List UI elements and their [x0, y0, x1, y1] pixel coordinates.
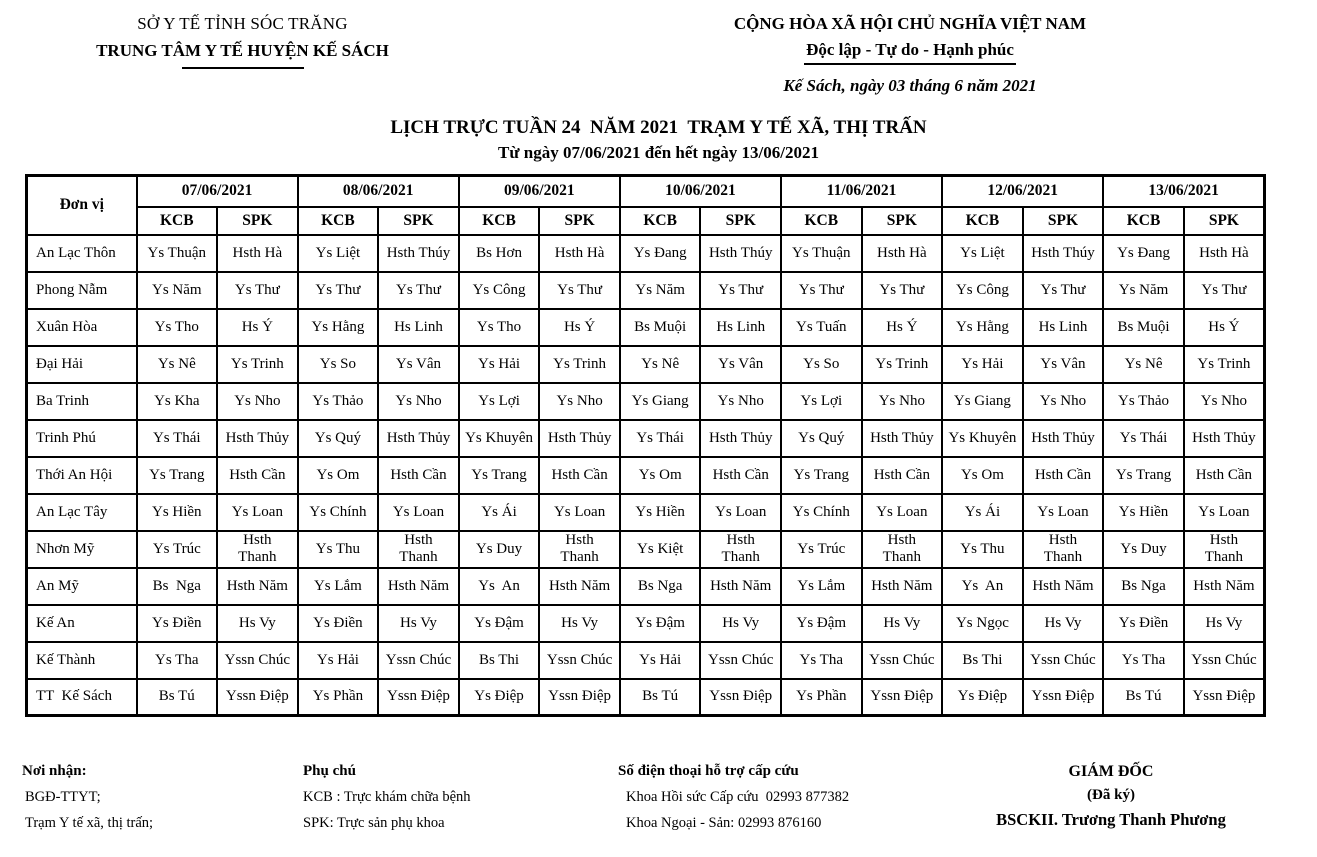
duty-cell: Hsth Thúy: [700, 235, 781, 272]
issuing-agency-block: [25, 14, 460, 69]
shift-type-header-cell: SPK: [378, 207, 459, 235]
hotline-item: Khoa Ngoại - Sản: 02993 876160: [626, 815, 822, 831]
duty-cell: Ys Lợi: [781, 383, 862, 420]
duty-cell: Bs Nga: [137, 568, 218, 605]
duty-cell: Ys Phần: [781, 679, 862, 716]
duty-cell: Ys Vân: [700, 346, 781, 383]
hotline-title: Số điện thoại hỗ trợ cấp cứu: [618, 763, 799, 779]
duty-cell: Bs Muội: [620, 309, 701, 346]
shift-type-header-cell: SPK: [217, 207, 298, 235]
unit-column-header: Đơn vị: [27, 176, 137, 235]
duty-cell: Ys Vân: [378, 346, 459, 383]
duty-cell: Ys Thư: [1184, 272, 1265, 309]
duty-cell: Ys Liệt: [298, 235, 379, 272]
duty-cell: Ys Trang: [459, 457, 540, 494]
duty-cell: Yssn Chúc: [862, 642, 943, 679]
duty-cell: Yssn Điệp: [1184, 679, 1265, 716]
duty-cell: Hsth Thanh: [378, 531, 459, 568]
duty-cell: Ys Điền: [1103, 605, 1184, 642]
recipient-item: BGĐ-TTYT;: [25, 789, 101, 805]
duty-cell: Ys Công: [942, 272, 1023, 309]
duty-cell: Hsth Thủy: [862, 420, 943, 457]
duty-cell: Ys Loan: [1023, 494, 1104, 531]
duty-cell: Hs Ý: [539, 309, 620, 346]
duty-cell: Ys Loan: [1184, 494, 1265, 531]
schedule-table-wrapper: [25, 174, 1266, 717]
schedule-row: [27, 642, 1265, 679]
duty-cell: Ys Liệt: [942, 235, 1023, 272]
date-header-cell: 08/06/2021: [298, 176, 459, 207]
unit-cell: An Mỹ: [27, 568, 137, 605]
duty-cell: Ys Năm: [1103, 272, 1184, 309]
parent-agency-name: SỞ Y TẾ TỈNH SÓC TRĂNG: [137, 14, 348, 33]
agency-underline: [182, 67, 304, 69]
duty-cell: Hs Vy: [700, 605, 781, 642]
duty-cell: Hsth Cần: [700, 457, 781, 494]
duty-cell: Ys Nho: [1023, 383, 1104, 420]
duty-cell: Hsth Thanh: [539, 531, 620, 568]
shift-type-header-cell: KCB: [1103, 207, 1184, 235]
schedule-row: [27, 531, 1265, 568]
duty-cell: Ys Hằng: [298, 309, 379, 346]
duty-cell: Hsth Năm: [862, 568, 943, 605]
duty-cell: Ys Thu: [298, 531, 379, 568]
unit-cell: Trinh Phú: [27, 420, 137, 457]
duty-cell: Ys Tho: [459, 309, 540, 346]
duty-cell: Hsth Hà: [862, 235, 943, 272]
duty-cell: Hs Vy: [862, 605, 943, 642]
duty-cell: Hsth Thủy: [700, 420, 781, 457]
duty-cell: Ys Quý: [298, 420, 379, 457]
duty-cell: Ys Om: [942, 457, 1023, 494]
duty-cell: Ys Hiền: [620, 494, 701, 531]
duty-cell: Hsth Thủy: [378, 420, 459, 457]
duty-cell: Ys Hiền: [137, 494, 218, 531]
signed-note: (Đã ký): [1087, 787, 1135, 803]
duty-cell: Ys Duy: [1103, 531, 1184, 568]
duty-cell: Ys Thư: [1023, 272, 1104, 309]
hotline-item: Khoa Hồi sức Cấp cứu 02993 877382: [626, 789, 850, 805]
duty-cell: Ys Điền: [137, 605, 218, 642]
duty-cell: Ys Thư: [862, 272, 943, 309]
duty-cell: Ys Lắm: [781, 568, 862, 605]
signer-position: GIÁM ĐỐC: [1068, 763, 1154, 780]
date-header-cell: 09/06/2021: [459, 176, 620, 207]
recipient-item: Trạm Y tế xã, thị trấn;: [25, 815, 154, 831]
duty-cell: Ys Đang: [620, 235, 701, 272]
duty-cell: Ys Thư: [700, 272, 781, 309]
duty-cell: Hsth Thúy: [378, 235, 459, 272]
duty-cell: Ys Lợi: [459, 383, 540, 420]
duty-cell: Ys Loan: [217, 494, 298, 531]
duty-cell: Ys Tha: [781, 642, 862, 679]
duty-cell: Yssn Điệp: [217, 679, 298, 716]
duty-cell: Bs Tú: [137, 679, 218, 716]
duty-cell: Ys Điệp: [942, 679, 1023, 716]
duty-cell: Ys Trinh: [862, 346, 943, 383]
duty-cell: Hs Ý: [862, 309, 943, 346]
duty-cell: Ys Loan: [539, 494, 620, 531]
duty-cell: Ys Trang: [1103, 457, 1184, 494]
duty-cell: Ys Tuấn: [781, 309, 862, 346]
duty-cell: Ys An: [459, 568, 540, 605]
duty-cell: Ys Chính: [298, 494, 379, 531]
duty-cell: Hsth Hà: [1184, 235, 1265, 272]
duty-cell: Hs Linh: [378, 309, 459, 346]
date-header-cell: 10/06/2021: [620, 176, 781, 207]
duty-cell: Ys Om: [298, 457, 379, 494]
shift-type-header-cell: KCB: [137, 207, 218, 235]
duty-cell: Ys Hải: [459, 346, 540, 383]
unit-cell: Xuân Hòa: [27, 309, 137, 346]
duty-cell: Hsth Cần: [539, 457, 620, 494]
national-motto-block: [650, 14, 1170, 96]
duty-cell: Ys Đậm: [459, 605, 540, 642]
hotline-block: [618, 763, 849, 832]
duty-cell: Hsth Thúy: [1023, 235, 1104, 272]
national-motto: Độc lập - Tự do - Hạnh phúc: [804, 40, 1016, 65]
duty-cell: Ys Trinh: [1184, 346, 1265, 383]
duty-cell: Ys Đang: [1103, 235, 1184, 272]
duty-cell: Ys Quý: [781, 420, 862, 457]
duty-cell: Bs Muội: [1103, 309, 1184, 346]
duty-cell: Ys Ái: [942, 494, 1023, 531]
duty-cell: Ys Trinh: [217, 346, 298, 383]
duty-cell: Ys Công: [459, 272, 540, 309]
unit-cell: Kế An: [27, 605, 137, 642]
duty-cell: Ys Khuyên: [942, 420, 1023, 457]
schedule-row: [27, 568, 1265, 605]
duty-cell: Hsth Thủy: [217, 420, 298, 457]
duty-cell: Hsth Thanh: [862, 531, 943, 568]
duty-cell: Ys So: [298, 346, 379, 383]
legend-block: [303, 763, 471, 832]
duty-cell: Ys Vân: [1023, 346, 1104, 383]
unit-cell: Thới An Hội: [27, 457, 137, 494]
duty-cell: Yssn Điệp: [539, 679, 620, 716]
duty-cell: Hsth Thanh: [1184, 531, 1265, 568]
duty-cell: Hs Linh: [1023, 309, 1104, 346]
duty-cell: Ys Trinh: [539, 346, 620, 383]
duty-cell: Ys Thảo: [298, 383, 379, 420]
duty-cell: Yssn Điệp: [862, 679, 943, 716]
recipients-block: [22, 763, 153, 832]
duty-cell: Ys Tho: [137, 309, 218, 346]
duty-cell: Ys Nho: [1184, 383, 1265, 420]
duty-cell: Hsth Năm: [700, 568, 781, 605]
duty-cell: Ys Năm: [620, 272, 701, 309]
duty-cell: Ys Om: [620, 457, 701, 494]
date-header-cell: 12/06/2021: [942, 176, 1103, 207]
duty-cell: Yssn Chúc: [1184, 642, 1265, 679]
schedule-row: [27, 420, 1265, 457]
legend-item-kcb: KCB : Trực khám chữa bệnh: [303, 789, 471, 805]
duty-cell: Ys Nê: [137, 346, 218, 383]
duty-cell: Yssn Chúc: [700, 642, 781, 679]
duty-cell: Ys Thu: [942, 531, 1023, 568]
duty-cell: Ys Trúc: [781, 531, 862, 568]
duty-cell: Ys Chính: [781, 494, 862, 531]
duty-cell: Ys Thái: [620, 420, 701, 457]
duty-cell: Ys Duy: [459, 531, 540, 568]
shift-type-header-cell: SPK: [1023, 207, 1104, 235]
duty-cell: Ys Trang: [781, 457, 862, 494]
duty-cell: Ys Năm: [137, 272, 218, 309]
schedule-row: [27, 679, 1265, 716]
duty-cell: Ys Đậm: [620, 605, 701, 642]
duty-cell: Ys Kiệt: [620, 531, 701, 568]
duty-cell: Ys Nho: [217, 383, 298, 420]
duty-cell: Bs Thi: [459, 642, 540, 679]
duty-cell: Hsth Năm: [378, 568, 459, 605]
duty-cell: Ys Điệp: [459, 679, 540, 716]
duty-cell: Ys Nho: [378, 383, 459, 420]
duty-cell: Hsth Năm: [1184, 568, 1265, 605]
schedule-row: [27, 494, 1265, 531]
duty-cell: Ys Giang: [942, 383, 1023, 420]
duty-cell: Yssn Chúc: [1023, 642, 1104, 679]
duty-cell: Ys Điền: [298, 605, 379, 642]
duty-cell: Ys So: [781, 346, 862, 383]
shift-type-header-cell: KCB: [620, 207, 701, 235]
legend-item-spk: SPK: Trực sản phụ khoa: [303, 815, 445, 831]
unit-cell: Đại Hải: [27, 346, 137, 383]
schedule-row: [27, 309, 1265, 346]
duty-cell: Ys Lắm: [298, 568, 379, 605]
schedule-row: [27, 272, 1265, 309]
duty-cell: Ys Thái: [137, 420, 218, 457]
duty-cell: Ys Hằng: [942, 309, 1023, 346]
duty-cell: Ys Thuận: [781, 235, 862, 272]
schedule-table: [25, 174, 1266, 717]
duty-cell: Bs Tú: [620, 679, 701, 716]
agency-name: TRUNG TÂM Y TẾ HUYỆN KẾ SÁCH: [96, 41, 389, 60]
duty-cell: Hsth Năm: [217, 568, 298, 605]
duty-cell: Hsth Hà: [217, 235, 298, 272]
country-name: CỘNG HÒA XÃ HỘI CHỦ NGHĨA VIỆT NAM: [733, 14, 1087, 33]
duty-cell: Ys Tha: [1103, 642, 1184, 679]
duty-cell: Hsth Hà: [539, 235, 620, 272]
duty-cell: Hsth Thủy: [1184, 420, 1265, 457]
duty-cell: Ys Nê: [620, 346, 701, 383]
duty-cell: Bs Nga: [1103, 568, 1184, 605]
duty-cell: Ys Thư: [539, 272, 620, 309]
duty-cell: Hs Vy: [378, 605, 459, 642]
recipients-title: Nơi nhận:: [22, 763, 87, 779]
duty-cell: Hsth Năm: [1023, 568, 1104, 605]
duty-cell: Ys Thư: [781, 272, 862, 309]
shift-type-header-cell: SPK: [700, 207, 781, 235]
duty-cell: Ys Hải: [620, 642, 701, 679]
unit-cell: TT Kế Sách: [27, 679, 137, 716]
schedule-row: [27, 457, 1265, 494]
duty-cell: Hsth Cần: [378, 457, 459, 494]
unit-cell: Kế Thành: [27, 642, 137, 679]
duty-cell: Hs Vy: [1023, 605, 1104, 642]
document-subtitle: Từ ngày 07/06/2021 đến hết ngày 13/06/2021: [498, 143, 819, 162]
duty-cell: Ys Loan: [378, 494, 459, 531]
schedule-row: [27, 383, 1265, 420]
duty-cell: Bs Tú: [1103, 679, 1184, 716]
duty-cell: Ys Thuận: [137, 235, 218, 272]
shift-type-header-cell: SPK: [539, 207, 620, 235]
unit-cell: An Lạc Tây: [27, 494, 137, 531]
duty-cell: Yssn Chúc: [217, 642, 298, 679]
duty-cell: Bs Nga: [620, 568, 701, 605]
duty-cell: Ys Nê: [1103, 346, 1184, 383]
duty-cell: Hsth Thanh: [700, 531, 781, 568]
duty-cell: Hs Vy: [217, 605, 298, 642]
signer-name: BSCKII. Trương Thanh Phương: [996, 810, 1226, 829]
duty-cell: Hs Ý: [217, 309, 298, 346]
duty-cell: Ys Nho: [539, 383, 620, 420]
duty-cell: Hsth Cần: [862, 457, 943, 494]
duty-cell: Ys Trang: [137, 457, 218, 494]
duty-cell: Ys Trúc: [137, 531, 218, 568]
duty-cell: Yssn Chúc: [378, 642, 459, 679]
duty-cell: Ys Phần: [298, 679, 379, 716]
shift-type-header-cell: SPK: [862, 207, 943, 235]
duty-cell: Hsth Thanh: [217, 531, 298, 568]
duty-cell: Hs Vy: [1184, 605, 1265, 642]
schedule-row: [27, 605, 1265, 642]
shift-type-header-cell: KCB: [942, 207, 1023, 235]
duty-cell: Ys Loan: [700, 494, 781, 531]
duty-cell: Ys Ái: [459, 494, 540, 531]
document-title: LỊCH TRỰC TUẦN 24 NĂM 2021 TRẠM Y TẾ XÃ, THỊ TRẤN: [390, 117, 927, 138]
duty-cell: Ys Thư: [378, 272, 459, 309]
unit-cell: An Lạc Thôn: [27, 235, 137, 272]
shift-type-header-cell: KCB: [298, 207, 379, 235]
duty-cell: Bs Thi: [942, 642, 1023, 679]
duty-cell: Bs Hơn: [459, 235, 540, 272]
duty-cell: Hsth Năm: [539, 568, 620, 605]
shift-type-header-cell: KCB: [459, 207, 540, 235]
duty-cell: Hs Linh: [700, 309, 781, 346]
duty-cell: Hsth Thủy: [1023, 420, 1104, 457]
date-header-cell: 07/06/2021: [137, 176, 298, 207]
unit-cell: Ba Trinh: [27, 383, 137, 420]
date-header-cell: 13/06/2021: [1103, 176, 1264, 207]
duty-cell: Ys Khuyên: [459, 420, 540, 457]
place-date-line: Kế Sách, ngày 03 tháng 6 năm 2021: [783, 76, 1037, 95]
duty-cell: Ys Hải: [298, 642, 379, 679]
duty-cell: Yssn Điệp: [378, 679, 459, 716]
duty-cell: Yssn Điệp: [700, 679, 781, 716]
duty-cell: Ys Thư: [298, 272, 379, 309]
duty-cell: Hs Ý: [1184, 309, 1265, 346]
duty-cell: Hs Vy: [539, 605, 620, 642]
unit-cell: Phong Nẫm: [27, 272, 137, 309]
duty-cell: Hsth Cần: [1184, 457, 1265, 494]
duty-cell: Ys Thảo: [1103, 383, 1184, 420]
duty-cell: Hsth Cần: [1023, 457, 1104, 494]
shift-type-header-cell: SPK: [1184, 207, 1265, 235]
duty-cell: Ys Giang: [620, 383, 701, 420]
duty-cell: Ys Nho: [700, 383, 781, 420]
date-header-cell: 11/06/2021: [781, 176, 942, 207]
duty-cell: Ys Thư: [217, 272, 298, 309]
duty-cell: Yssn Điệp: [1023, 679, 1104, 716]
duty-cell: Ys Ngọc: [942, 605, 1023, 642]
schedule-row: [27, 346, 1265, 383]
duty-cell: Yssn Chúc: [539, 642, 620, 679]
duty-cell: Hsth Thủy: [539, 420, 620, 457]
duty-cell: Ys Hải: [942, 346, 1023, 383]
legend-title: Phụ chú: [303, 763, 356, 779]
duty-cell: Ys Thái: [1103, 420, 1184, 457]
duty-cell: Ys An: [942, 568, 1023, 605]
duty-cell: Ys Hiền: [1103, 494, 1184, 531]
duty-cell: Hsth Thanh: [1023, 531, 1104, 568]
shift-type-header-cell: KCB: [781, 207, 862, 235]
duty-cell: Hsth Cần: [217, 457, 298, 494]
duty-cell: Ys Loan: [862, 494, 943, 531]
signature-block: [980, 763, 1242, 830]
duty-cell: Ys Nho: [862, 383, 943, 420]
schedule-row: [27, 235, 1265, 272]
duty-cell: Ys Tha: [137, 642, 218, 679]
unit-cell: Nhơn Mỹ: [27, 531, 137, 568]
duty-cell: Ys Đậm: [781, 605, 862, 642]
duty-cell: Ys Kha: [137, 383, 218, 420]
